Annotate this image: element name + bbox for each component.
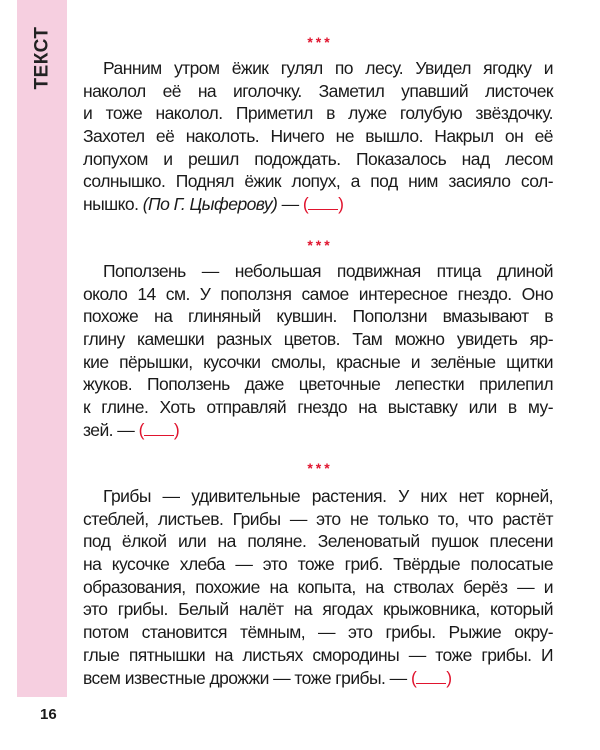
text-line: на кусочке хлеба — это тоже гриб. Твёрдые полосатые — [83, 554, 553, 575]
blank-close-paren: ) — [173, 419, 180, 440]
paragraph-nuthatch — [83, 260, 553, 442]
text-line: потом становится тёмным, — это грибы. Рыжие окру- — [83, 622, 553, 643]
text-line: Поползень — небольшая подвижная птица длиной — [103, 261, 553, 281]
blank-underline — [416, 669, 446, 684]
text-line: кие пёрышки, кусочки смолы, красные и зелёные щитки — [83, 351, 553, 372]
text-segment: зей. — — [83, 419, 139, 440]
text-line-last — [83, 667, 553, 690]
text-line: под ёлкой или на поляне. Зеленоватый пушок плесени — [83, 531, 553, 552]
blank-open-paren: ( — [410, 667, 417, 688]
text-line: стеблей, листьев. Грибы — это не только то, что растёт — [83, 508, 553, 529]
answer-blank[interactable] — [303, 194, 344, 214]
author-attribution: (По Г. Цыферову) — [142, 194, 278, 215]
text-line: глину камешки разных цветов. Там можно увидеть яр- — [83, 329, 553, 350]
text-line: жуков. Поползень даже цветочные лепестки прилепил — [83, 374, 553, 395]
text-segment: нышко. — [83, 194, 143, 215]
text-line: около 14 см. У поползня самое интересное гнездо. Оно — [83, 283, 553, 304]
text-line-last — [83, 193, 553, 216]
text-line-last — [83, 419, 553, 442]
text-line: наколол её на иголочку. Заметил упавший листочек — [83, 80, 553, 101]
section-label-text: ТЕКСТ — [31, 26, 53, 90]
blank-underline — [308, 195, 338, 210]
text-segment: — — [277, 194, 303, 215]
side-margin-strip — [17, 0, 67, 697]
answer-blank[interactable] — [139, 420, 180, 440]
separator-stars: *** — [307, 460, 333, 476]
text-line: к глине. Хоть отправляй гнездо на выставку или в му- — [83, 397, 553, 418]
text-line: Захотел её наколоть. Ничего не вышло. Накрыл он её — [83, 126, 553, 147]
text-line: лопухом и решил подождать. Показалось над лесом — [83, 148, 553, 169]
blank-open-paren: ( — [138, 419, 144, 440]
text-line: образования, похожие на копыта, на стволах берёз — и — [83, 576, 553, 597]
blank-close-paren: ) — [338, 194, 344, 215]
paragraph-mushrooms — [83, 485, 553, 689]
blank-underline — [144, 421, 174, 436]
text-line: Грибы — удивительные растения. У них нет корней, — [103, 486, 553, 506]
text-line: глые пятнышки на листьях смородины — тоже грибы. И — [83, 644, 553, 665]
separator-stars: *** — [307, 34, 333, 50]
text-line: это грибы. Белый налёт на ягодах крыжовника, который — [83, 599, 553, 620]
text-segment: всем известные дрожжи — тоже грибы. — — [83, 667, 411, 688]
page-number: 16 — [40, 706, 57, 723]
text-line: солнышко. Поднял ёжик лопух, а под ним засияло сол- — [83, 171, 553, 192]
paragraph-hedgehog — [83, 57, 553, 216]
text-line: похоже на глиняный кувшин. Поползни вмазывают в — [83, 306, 553, 327]
blank-close-paren: ) — [446, 667, 452, 688]
text-line: Ранним утром ёжик гулял по лесу. Увидел ягодку и — [103, 58, 553, 78]
answer-blank[interactable] — [411, 668, 452, 688]
separator-stars: *** — [307, 237, 333, 253]
blank-open-paren: ( — [302, 194, 309, 215]
text-line: и тоже наколол. Приметил в луже голубую звёздочку. — [83, 103, 553, 124]
